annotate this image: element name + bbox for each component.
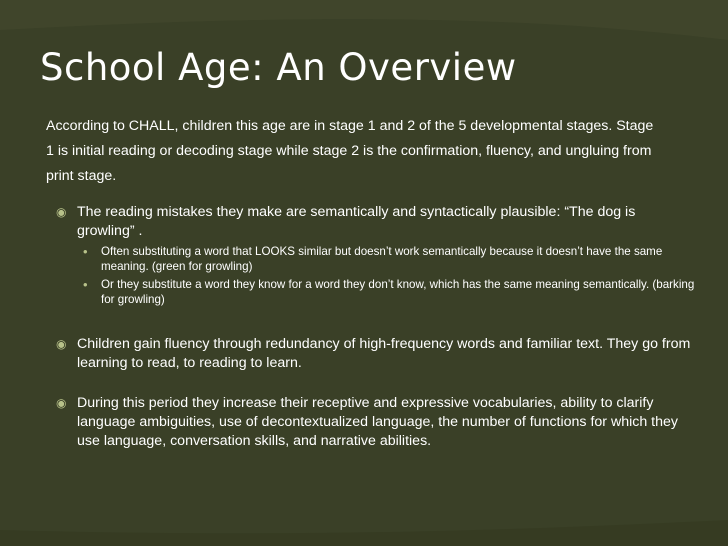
sub-bullet-item	[77, 244, 696, 274]
bullet-text: The reading mistakes they make are semantically and syntactically plausible: “The dog is growling” .	[77, 204, 636, 239]
bullet-item	[56, 335, 696, 373]
sub-bullet-item	[77, 277, 696, 307]
bullet-dot-icon: •	[83, 244, 88, 259]
sub-bullet-text: Often substituting a word that LOOKS similar but doesn’t work semantically because it doesn’t have the same meaning. (green for growling)	[101, 245, 663, 273]
slide-title: School Age: An Overview	[40, 46, 517, 89]
circled-dot-icon: ◉	[56, 337, 67, 351]
bullet-text: Children gain fluency through redundancy of high-frequency words and familiar text. They go from learning to read, to reading to learn.	[77, 336, 691, 371]
sub-bullet-text: Or they substitute a word they know for a word they don’t know, which has the same meaning semantically. (barking for growling)	[101, 278, 695, 306]
circled-dot-icon: ◉	[56, 205, 67, 219]
intro-paragraph: According to CHALL, children this age are in stage 1 and 2 of the 5 developmental stages. Stage 1 is initial reading or decoding stage while stage 2 is the confirmation, fluency, and ungluing from print stage.	[46, 118, 654, 184]
sub-bullet-list	[77, 244, 696, 307]
bullet-item	[56, 203, 696, 307]
bullet-dot-icon: •	[83, 277, 88, 292]
bullet-list	[56, 203, 696, 451]
bullet-item	[56, 394, 696, 451]
circled-dot-icon: ◉	[56, 396, 67, 410]
bullet-text: During this period they increase their receptive and expressive vocabularies, ability to clarify language ambiguities, use of decontextualized language, the number of functions for which they use language, conversation skills, and narrative abilities.	[77, 395, 678, 449]
